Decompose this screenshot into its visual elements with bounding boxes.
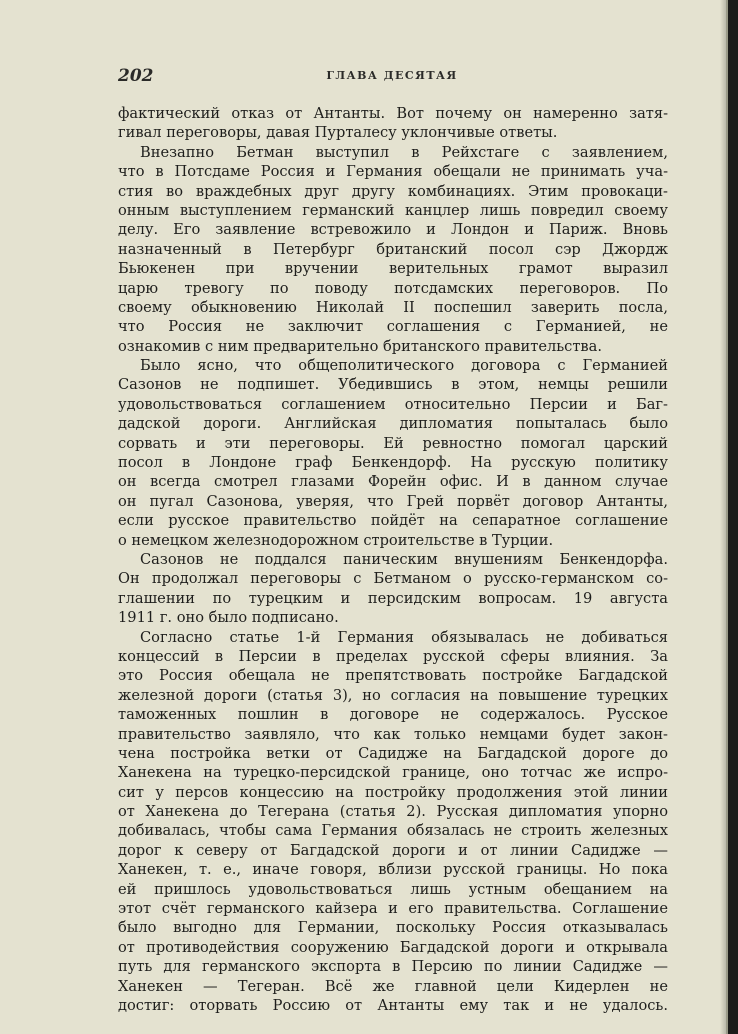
text-line: концессий в Персии в пределах русской сферы влияния. За: [118, 647, 668, 665]
text-line: Он продолжал переговоры с Бетманом о русско-германском со-: [118, 570, 668, 588]
text-line: стия во враждебных друг другу комбинациях. Этим провокаци-: [118, 182, 668, 200]
text-line: от Ханекена до Тегерана (статья 2). Русская дипломатия упорно: [118, 803, 668, 821]
text-line: Было ясно, что общеполитического договора с Германией: [140, 357, 668, 375]
text-line: посол в Лондоне граф Бенкендорф. На русскую политику: [118, 454, 668, 472]
page-edge-shadow: [720, 0, 726, 1034]
text-line: было выгодно для Германии, поскольку Россия отказывалась: [118, 919, 668, 937]
page-header: [118, 66, 666, 88]
text-line: чена постройка ветки от Садидже на Багдадской дороге до: [118, 744, 668, 762]
text-line: царю тревогу по поводу потсдамских переговоров. По: [118, 279, 668, 297]
text-line: железной дороги (статья 3), но согласия на повышение турецких: [118, 686, 668, 704]
text-line: что Россия не заключит соглашения с Германией, не: [118, 318, 668, 336]
text-line: онным выступлением германский канцлер лишь повредил своему: [118, 201, 668, 219]
text-line: сорвать и эти переговоры. Ей ревностно помогал царский: [118, 434, 668, 452]
text-line: добивалась, чтобы сама Германия обязалась не строить железных: [118, 822, 668, 840]
text-line: Внезапно Бетман выступил в Рейхстаге с заявлением,: [140, 143, 668, 161]
text-line: дорог к северу от Багдадской дороги и от линии Садидже —: [118, 841, 668, 859]
text-line: таможенных пошлин в договоре не содержалось. Русское: [118, 706, 668, 724]
text-line: что в Потсдаме Россия и Германия обещали не принимать уча-: [118, 163, 668, 181]
text-line: удовольствоваться соглашением относительно Персии и Баг-: [118, 395, 668, 413]
page-number: 202: [118, 66, 154, 86]
text-line: Бьюкенен при вручении верительных грамот выразил: [118, 260, 668, 278]
text-line: о немецком железнодорожном строительстве в Турции.: [118, 531, 554, 549]
text-line: Сазонов не подпишет. Убедившись в этом, немцы решили: [118, 376, 668, 394]
text-line: Ханекен — Тегеран. Всё же главной цели Кидерлен не: [118, 977, 668, 995]
text-line: если русское правительство пойдёт на сепаратное соглашение: [118, 512, 668, 530]
text-line: своему обыкновению Николай II поспешил заверить посла,: [118, 298, 668, 316]
text-line: этот счёт германского кайзера и его правительства. Соглашение: [118, 900, 668, 918]
text-line: правительство заявляло, что как только немцами будет закон-: [118, 725, 668, 743]
text-line: путь для германского экспорта в Персию по линии Садидже —: [118, 958, 668, 976]
text-line: глашении по турецким и персидским вопросам. 19 августа: [118, 589, 668, 607]
text-line: от противодействия сооружению Багдадской дороги и открывала: [118, 938, 668, 956]
text-line: он всегда смотрел глазами Форейн офис. И в данном случае: [118, 473, 668, 491]
text-line: дадской дороги. Английская дипломатия попыталась было: [118, 415, 668, 433]
text-line: 1911 г. оно было подписано.: [118, 609, 339, 627]
chapter-title: ГЛАВА ДЕСЯТАЯ: [326, 69, 458, 82]
text-line: фактический отказ от Антанты. Вот почему он намеренно затя-: [118, 105, 668, 122]
text-line: Ханекена на турецко-персидской границе, оно тотчас же испро-: [118, 764, 668, 782]
text-line: ознакомив с ним предварительно британского правительства.: [118, 337, 602, 355]
text-line: назначенный в Петербург британский посол сэр Джордж: [118, 240, 668, 258]
text-line: Согласно статье 1-й Германия обязывалась не добиваться: [140, 628, 668, 646]
text-line: гивал переговоры, давая Пурталесу уклончивые ответы.: [118, 124, 558, 142]
text-line: он пугал Сазонова, уверяя, что Грей порвёт договор Антанты,: [118, 492, 668, 510]
text-line: сит у персов концессию на постройку продолжения этой линии: [118, 783, 668, 801]
body-text: [118, 104, 668, 1015]
text-line: достиг: оторвать Россию от Антанты ему так и не удалось.: [118, 996, 668, 1014]
text-line: это Россия обещала не препятствовать постройке Багдадской: [118, 667, 668, 685]
text-line: Сазонов не поддался паническим внушениям Бенкендорфа.: [140, 550, 668, 568]
text-line: ей пришлось удовольствоваться лишь устным обещанием на: [118, 880, 668, 898]
text-line: Ханекен, т. е., иначе говоря, вблизи русской границы. Но пока: [118, 861, 668, 879]
text-line: делу. Его заявление встревожило и Лондон и Париж. Вновь: [118, 221, 668, 239]
